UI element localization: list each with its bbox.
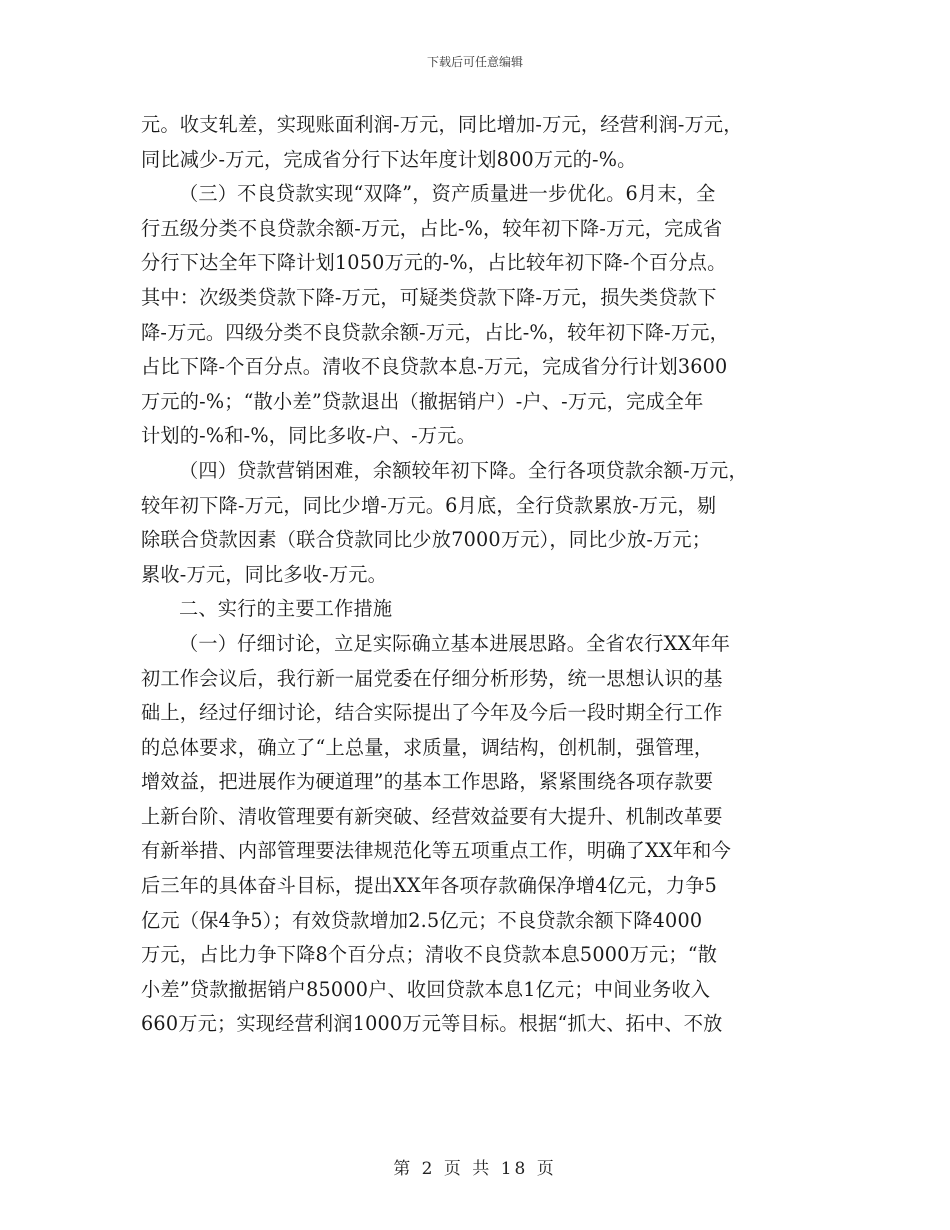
- text-line: 的总体要求，确立了“上总量，求质量，调结构，创机制，强管理，: [141, 735, 714, 759]
- text-line: 有新举措、内部管理要法律规范化等五项重点工作，明确了XX年和今: [141, 839, 731, 863]
- document-body: [141, 108, 831, 1042]
- paragraph-start-line: （四）贷款营销困难，余额较年初下降。全行各项贷款余额-万元，: [179, 458, 748, 482]
- text-line: 初工作会议后，我行新一届党委在仔细分析形势，统一思想认识的基: [141, 666, 723, 690]
- text-line: 占比下降-个百分点。清收不良贷款本息-万元，完成省分行计划3600: [141, 355, 728, 379]
- text-line: 较年初下降-万元，同比少增-万元。6月底，全行贷款累放-万元，剔: [141, 493, 717, 517]
- text-line: 亿元（保4争5）；有效贷款增加2.5亿元；不良贷款余额下降4000: [141, 908, 703, 932]
- text-line: 降-万元。四级分类不良贷款余额-万元，占比-%，较年初下降-万元，: [141, 320, 730, 344]
- text-line: 础上，经过仔细讨论，结合实际提出了今年及今后一段时期全行工作: [141, 701, 723, 725]
- text-line: 计划的-%和-%，同比多收-户、-万元。: [141, 424, 477, 448]
- text-line: 增效益，把进展作为硬道理”的基本工作思路，紧紧围绕各项存款要: [141, 770, 714, 794]
- page-header: 下载后可任意编辑: [426, 55, 523, 69]
- text-line: 万元的-%；“散小差”贷款退出（撤据销户）-户、-万元，完成全年: [141, 389, 704, 413]
- text-line: 后三年的具体奋斗目标，提出XX年各项存款确保净增4亿元，力争5: [141, 874, 717, 898]
- text-line: 累收-万元，同比多收-万元。: [141, 562, 388, 586]
- text-line: 上新台阶、清收管理要有新突破、经营效益要有大提升、机制改革要: [141, 804, 723, 828]
- paragraph-start-line: （一）仔细讨论，立足实际确立基本进展思路。全省农行XX年年: [179, 631, 731, 655]
- page-number-footer: 第 2 页 共 18 页: [393, 1159, 557, 1179]
- text-line: 其中：次级类贷款下降-万元，可疑类贷款下降-万元，损失类贷款下: [141, 285, 717, 309]
- text-line: 660万元；实现经营利润1000万元等目标。根据“抓大、拓中、不放: [141, 1012, 723, 1036]
- paragraph-start-line: （三）不良贷款实现“双降”，资产质量进一步优化。6月末，全: [179, 182, 716, 206]
- text-line: 元。收支轧差，实现账面利润-万元，同比增加-万元，经营利润-万元，: [141, 113, 743, 136]
- text-line: 除联合贷款因素（联合贷款同比少放7000万元），同比少放-万元；: [141, 528, 712, 552]
- text-line: 行五级分类不良贷款余额-万元，占比-%，较年初下降-万元，完成省: [141, 216, 723, 240]
- text-line: 万元，占比力争下降8个百分点；清收不良贷款本息5000万元；“散: [141, 943, 718, 967]
- text-line: 小差”贷款撤据销户85000户、收回贷款本息1亿元；中间业务收入: [141, 977, 711, 1001]
- text-line: 同比减少-万元，完成省分行下达年度计划800万元的-%。: [141, 147, 637, 171]
- text-line: 分行下达全年下降计划1050万元的-%，占比较年初下降-个百分点。: [141, 251, 727, 275]
- section-heading: 二、实行的主要工作措施: [179, 597, 393, 621]
